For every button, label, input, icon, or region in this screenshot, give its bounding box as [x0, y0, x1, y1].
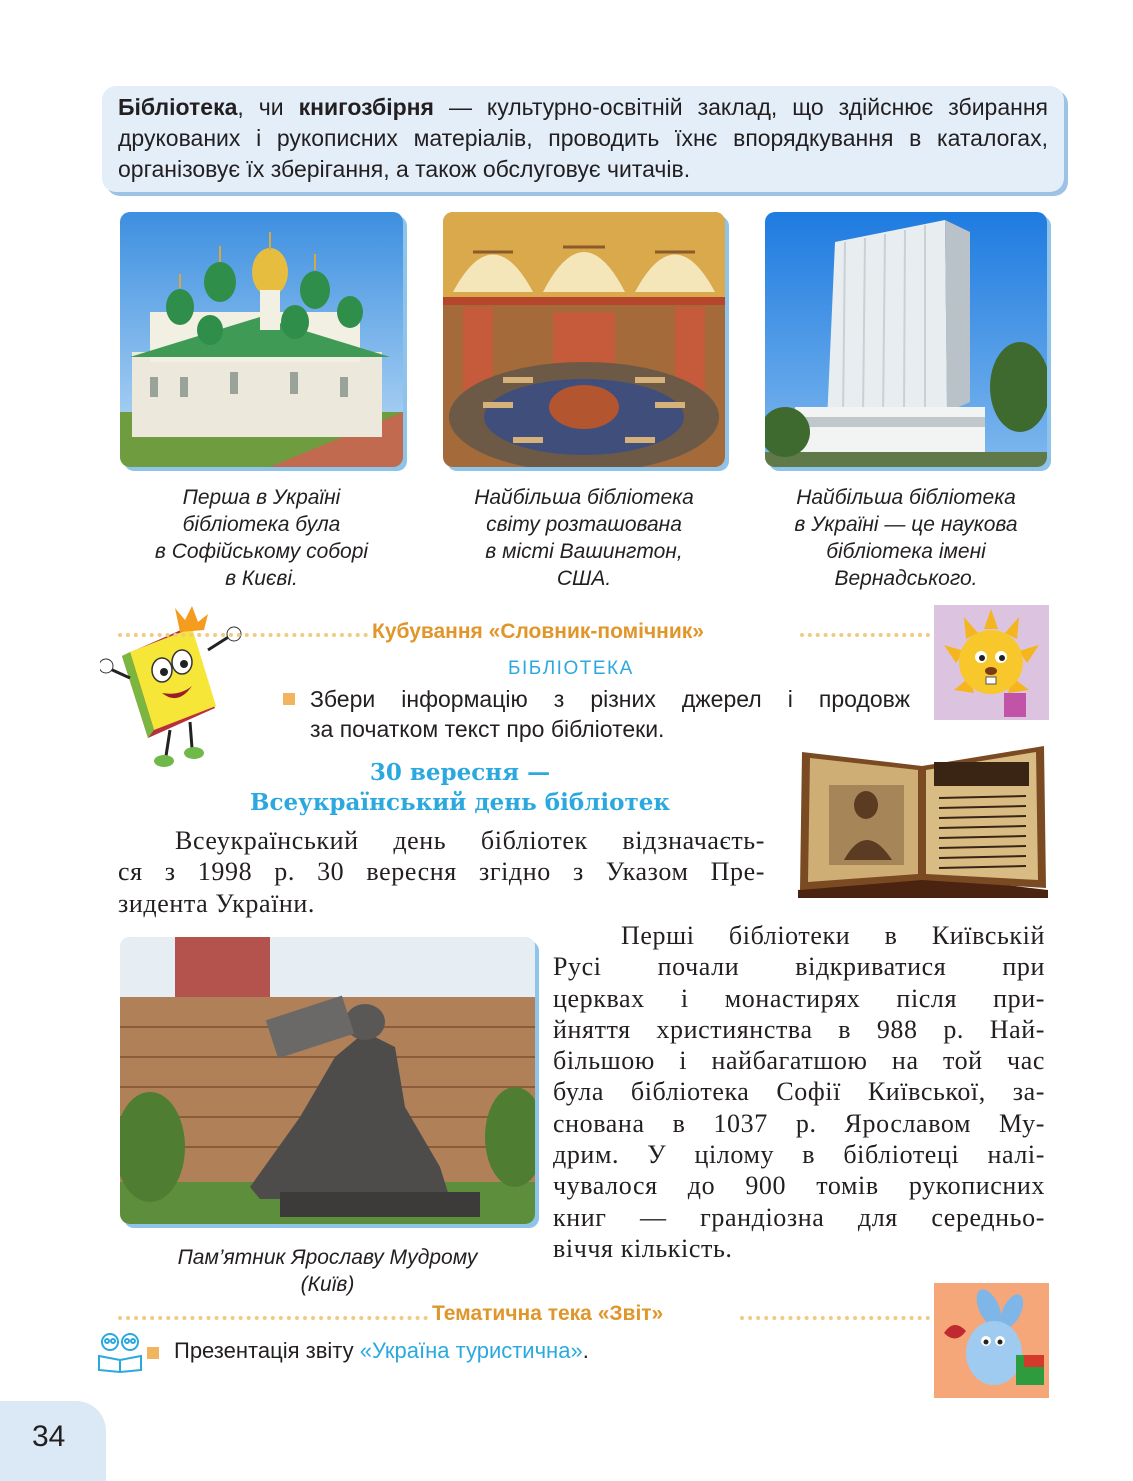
task-suffix: . — [582, 1338, 589, 1363]
text-line: чувалося до 900 томів рукописних — [553, 1171, 1045, 1201]
vernadsky-library-photo — [765, 212, 1047, 467]
definition-text — [118, 92, 1048, 185]
text-line: більшою і найбагатшою на той час — [553, 1046, 1045, 1076]
text-line: ся з 1998 р. 30 вересня згідно з Указом Пре- — [118, 857, 765, 887]
caption-line: в Україні — це наукова — [794, 513, 1018, 536]
caption-line: бібліотека імені — [826, 540, 986, 563]
holiday-heading-line: 30 вересня — — [369, 759, 551, 786]
monument-caption — [130, 1244, 525, 1298]
text-line: церквах і монастирях після при- — [553, 983, 1045, 1013]
library-of-congress-photo — [443, 212, 725, 467]
text-line: Перші бібліотеки в Київській — [621, 921, 1045, 950]
sophia-caption — [120, 484, 403, 592]
caption-line: бібліотека була — [182, 513, 341, 536]
book-mascot-icon — [100, 598, 250, 773]
tematychna-task — [174, 1336, 589, 1366]
kubuvannia-subtitle: БІБЛІОТЕКА — [508, 658, 634, 679]
section-divider-right — [740, 1316, 930, 1320]
tematychna-title: Тематична тека «Звіт» — [432, 1302, 664, 1325]
vernadsky-caption — [765, 484, 1047, 592]
definition-term-library: Бібліотека — [118, 94, 238, 120]
section-divider-left — [118, 1316, 428, 1320]
holiday-heading — [160, 758, 760, 818]
yaroslav-monument-photo — [120, 937, 535, 1224]
section-divider-left — [118, 633, 368, 637]
text-line: була бібліотека Софії Київської, за- — [553, 1077, 1045, 1107]
caption-line: США. — [556, 567, 612, 590]
definition-sep: , чи — [237, 94, 299, 120]
text-line: книг — грандіозна для середньо- — [553, 1202, 1045, 1232]
definition-body: — культурно-освітній заклад, що здійснює збирання друкованих і рукописних матеріалів, проводить їхнє впорядкування в каталогах, організовує їх зберігання, а також обслуговує читачів. — [118, 94, 1048, 182]
bullet-marker — [283, 693, 295, 705]
sun-character-icon — [934, 605, 1049, 720]
text-line: снована в 1037 р. Ярославом Му- — [553, 1108, 1045, 1138]
bullet-marker — [147, 1347, 159, 1359]
holiday-heading-line: Всеукраїнський день бібліотек — [250, 789, 670, 816]
kubuvannia-title: Кубування «Словник-помічник» — [372, 620, 704, 643]
text-line: дрим. У цілому в бібліотеці налі- — [553, 1140, 1045, 1170]
caption-line: Найбільша бібліотека — [796, 486, 1016, 509]
rabbit-character-icon — [934, 1283, 1049, 1398]
caption-line: в Києві. — [225, 567, 298, 590]
text-line: йняття християнства в 988 р. Най- — [553, 1014, 1045, 1044]
caption-line: світу розташована — [486, 513, 682, 536]
history-text — [553, 920, 1045, 1264]
caption-line: Вернадського. — [834, 567, 978, 590]
caption-line: в місті Вашингтон, — [485, 540, 683, 563]
kubuvannia-task — [310, 684, 910, 744]
caption-line: Перша в Україні — [182, 486, 341, 509]
caption-line: Найбільша бібліотека — [474, 486, 694, 509]
kids-reading-icon — [95, 1330, 145, 1374]
holiday-text — [118, 825, 765, 919]
caption-line: Пам’ятник Ярославу Мудрому — [177, 1246, 478, 1269]
caption-line: в Софійському соборі — [154, 540, 369, 563]
task-line: за початком текст про бібліотеки. — [310, 716, 665, 742]
task-prefix: Презентація звіту — [174, 1338, 360, 1363]
page-number: 34 — [32, 1420, 66, 1453]
text-line: віччя кількість. — [553, 1233, 733, 1263]
caption-line: (Київ) — [300, 1273, 355, 1296]
section-divider-right — [800, 633, 930, 637]
text-line: Русі почали відкриватися при — [553, 952, 1045, 982]
task-link-ukraine-touristic: «Україна туристична» — [359, 1338, 583, 1363]
old-book-image — [794, 740, 1052, 900]
sophia-cathedral-photo — [120, 212, 403, 467]
text-line: зидента України. — [118, 888, 316, 918]
congress-caption — [443, 484, 725, 592]
task-line: Збери інформацію з різних джерел і продовж — [310, 686, 910, 712]
text-line: Всеукраїнський день бібліотек відзначаєть- — [175, 826, 765, 855]
definition-term-bookcollection: книгозбірня — [298, 94, 434, 120]
